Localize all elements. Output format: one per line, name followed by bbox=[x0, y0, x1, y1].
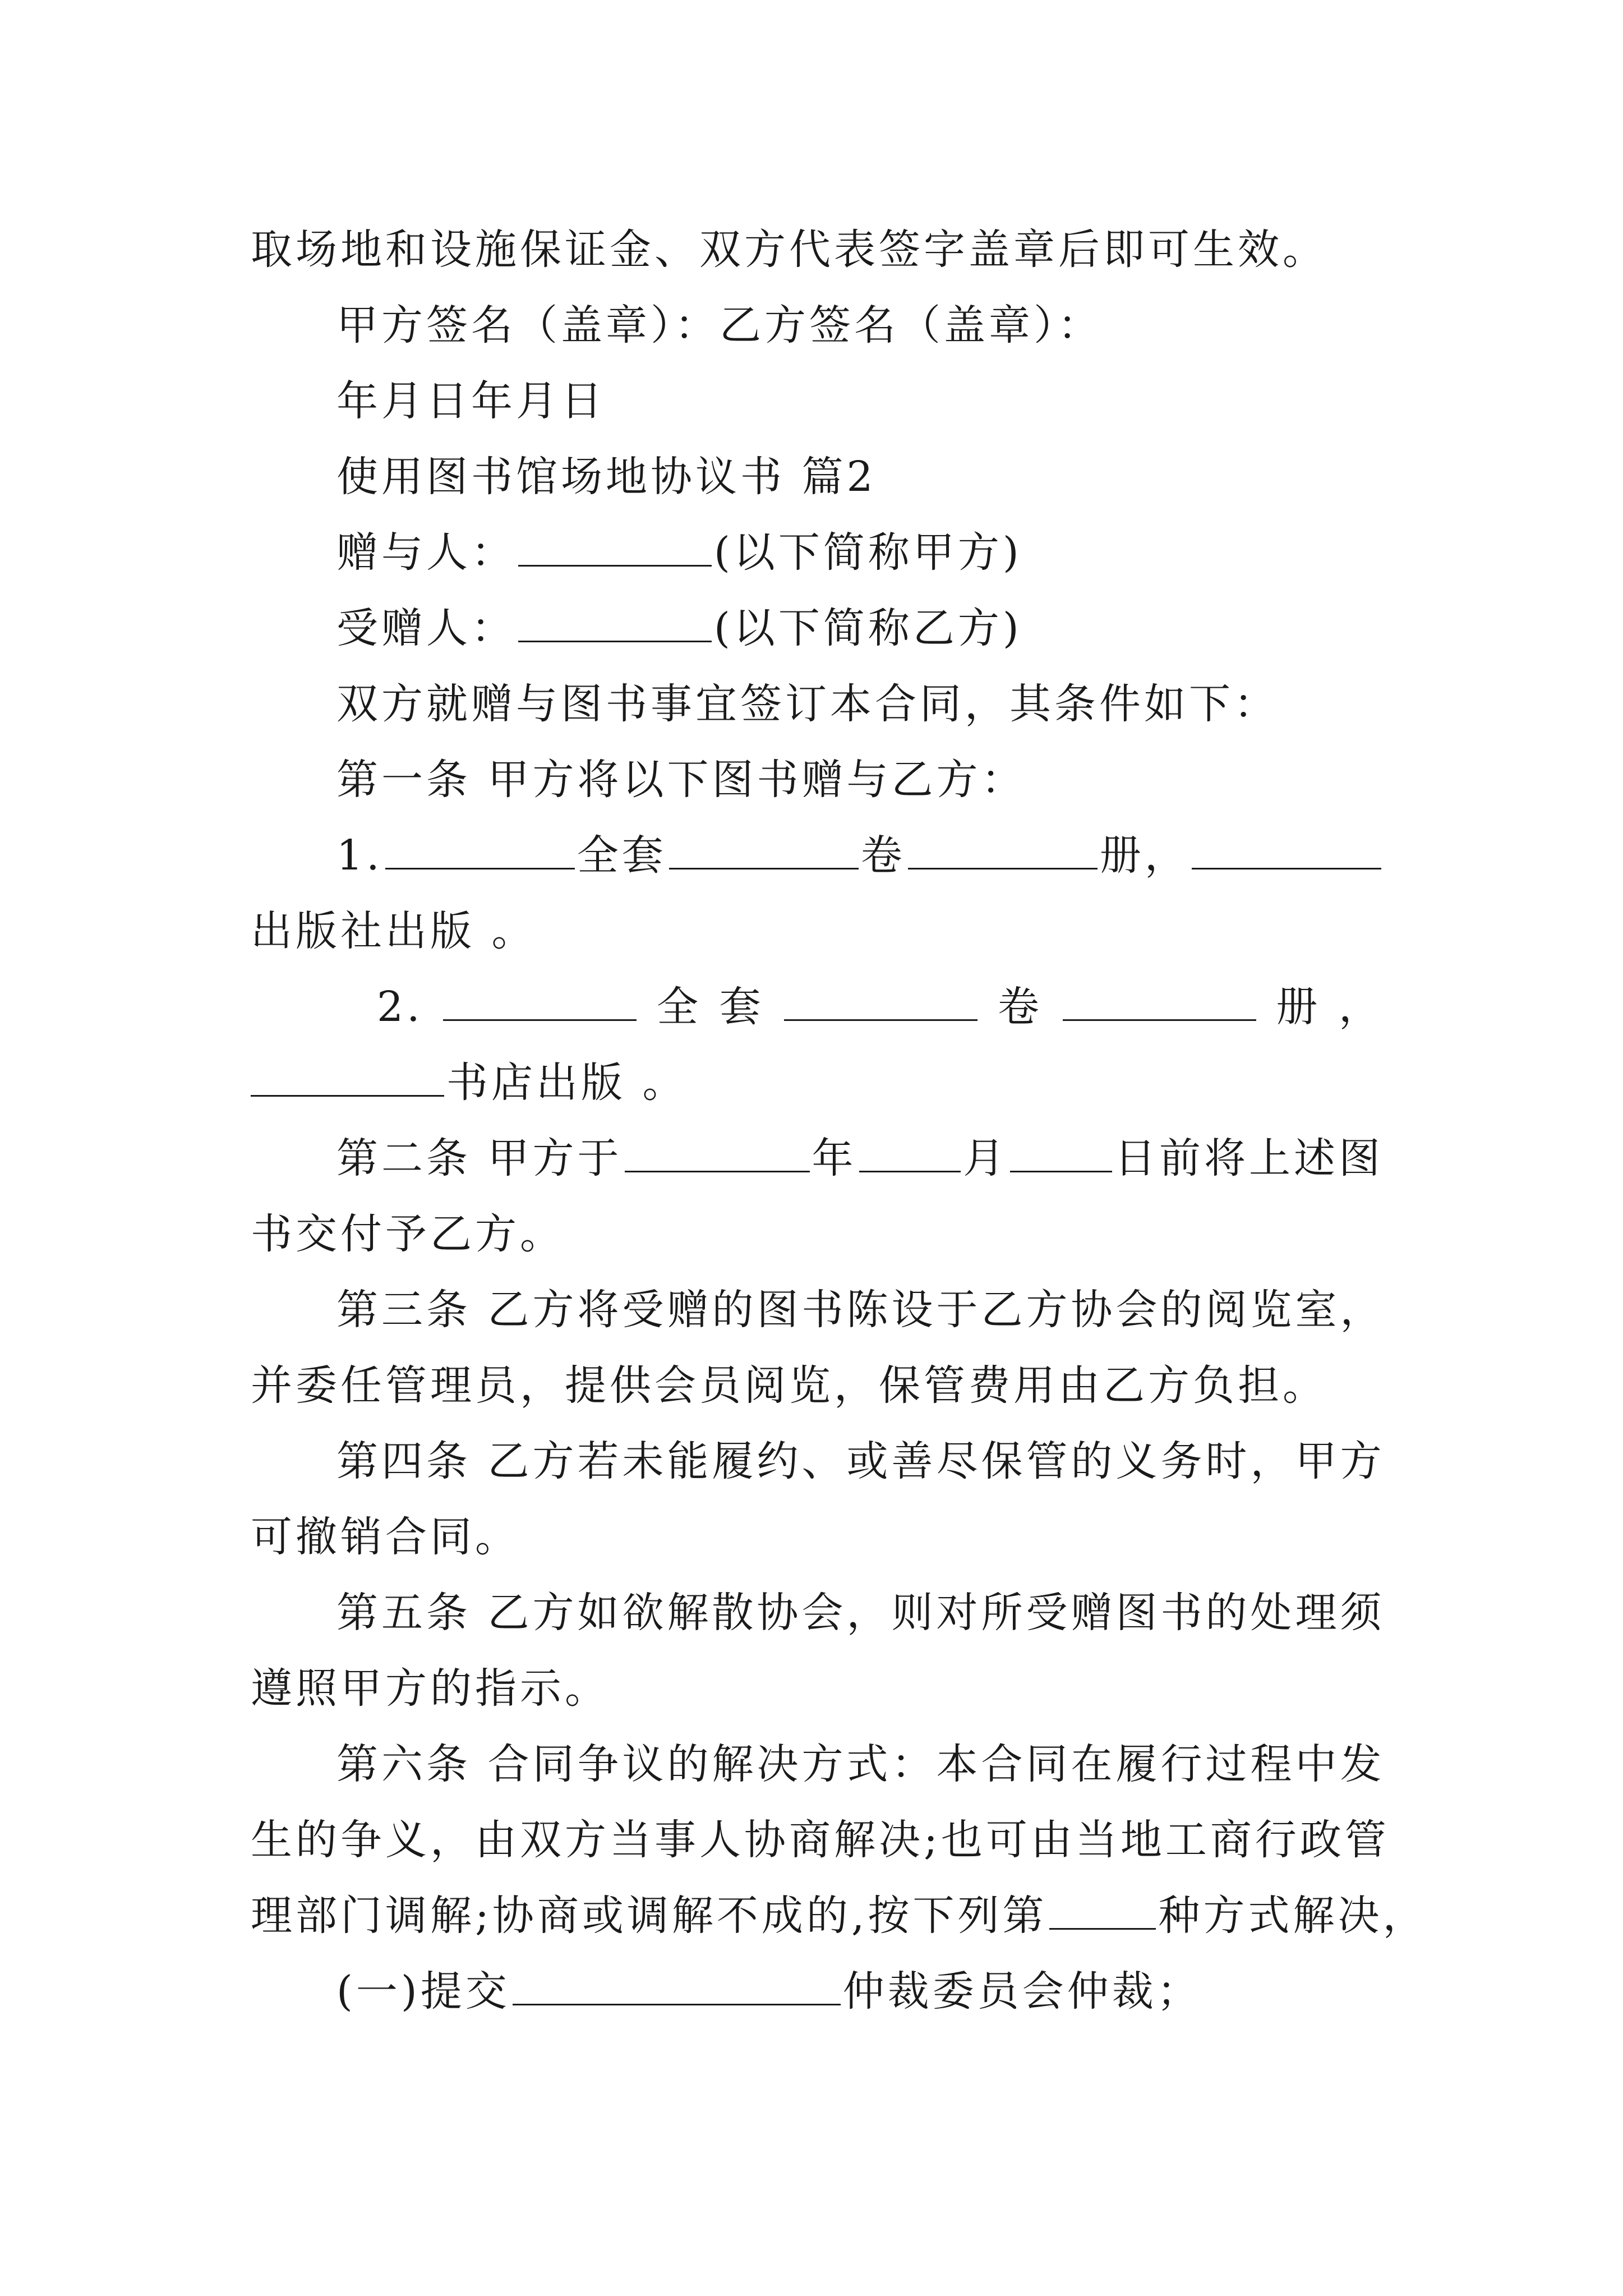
month-blank bbox=[859, 1133, 961, 1172]
bookstore-line bbox=[251, 1055, 1384, 1111]
item-text: 全套 bbox=[577, 831, 667, 880]
paragraph-line: 书交付予乙方。 bbox=[251, 1210, 565, 1258]
recipient-blank bbox=[518, 602, 712, 642]
paragraph-line: 取场地和设施保证金、双方代表签字盖章后即可生效。 bbox=[251, 226, 1327, 274]
item-text: 册 bbox=[1276, 983, 1321, 1031]
donor-line bbox=[336, 524, 1384, 581]
arbitration-blank bbox=[513, 1966, 841, 2005]
fill-blank bbox=[1192, 830, 1381, 869]
article-3-line: 第三条 乙方将受赠的图书陈设于乙方协会的阅览室， bbox=[336, 1286, 1385, 1334]
year-blank bbox=[625, 1133, 810, 1172]
article-text: 年 bbox=[811, 1134, 857, 1182]
donor-note: (以下简称甲方) bbox=[714, 528, 1022, 577]
section-title: 使用图书馆场地协议书 篇2 bbox=[336, 453, 877, 501]
paragraph-line: 并委任管理员，提供会员阅览，保管费用由乙方负担。 bbox=[251, 1361, 1327, 1410]
donor-label: 赠与人： bbox=[336, 528, 516, 577]
paragraph-line: 可撤销合同。 bbox=[251, 1513, 520, 1561]
day-blank bbox=[1010, 1133, 1112, 1172]
item-text: 书店出版 。 bbox=[446, 1059, 688, 1107]
paragraph-line: 出版社出版 。 bbox=[251, 907, 537, 955]
item-text: ， bbox=[1338, 983, 1384, 1031]
article-text: 月 bbox=[963, 1134, 1008, 1182]
book-item-2 bbox=[377, 979, 1384, 1035]
donor-blank bbox=[518, 527, 712, 567]
book-item-1 bbox=[336, 827, 1384, 884]
article-text: 第二条 甲方于 bbox=[336, 1134, 623, 1182]
item-text: 全 bbox=[656, 983, 702, 1031]
item-text: 套 bbox=[719, 983, 764, 1031]
fill-blank bbox=[251, 1057, 444, 1097]
article-1-heading: 第一条 甲方将以下图书赠与乙方： bbox=[336, 756, 1026, 804]
recipient-note: (以下简称乙方) bbox=[714, 604, 1022, 652]
fill-blank bbox=[784, 981, 978, 1021]
date-line: 年月日年月日 bbox=[336, 377, 606, 425]
paragraph-text: (一)提交 bbox=[336, 1967, 510, 2016]
fill-blank bbox=[1063, 981, 1256, 1021]
paragraph-text: 理部门调解;协商或调解不成的,按下列第 bbox=[251, 1892, 1048, 1940]
article-6-line: 第六条 合同争议的解决方式：本合同在履行过程中发 bbox=[336, 1740, 1385, 1788]
fill-blank bbox=[443, 981, 637, 1021]
article-text: 日前将上述图 bbox=[1114, 1134, 1384, 1182]
paragraph-text: 种方式解决， bbox=[1158, 1892, 1428, 1940]
dispute-method-line bbox=[251, 1888, 1428, 1944]
item-text: 卷 bbox=[860, 831, 906, 880]
fill-blank bbox=[908, 830, 1098, 869]
arbitration-line bbox=[336, 1963, 1384, 2019]
fill-blank bbox=[385, 830, 575, 869]
fill-blank bbox=[669, 830, 859, 869]
item-text: 册， bbox=[1099, 831, 1189, 880]
recipient-line bbox=[336, 600, 1384, 656]
signature-line: 甲方签名（盖章）：乙方签名（盖章）： bbox=[336, 301, 1103, 349]
item-number: 1. bbox=[336, 831, 383, 880]
recipient-label: 受赠人： bbox=[336, 604, 516, 652]
paragraph-text: 仲裁委员会仲裁； bbox=[842, 1967, 1202, 2016]
paragraph-line: 遵照甲方的指示。 bbox=[251, 1664, 610, 1713]
item-number: 2. bbox=[377, 983, 423, 1031]
paragraph-line: 生的争义，由双方当事人协商解决;也可由当地工商行政管 bbox=[251, 1816, 1390, 1864]
article-4-line: 第四条 乙方若未能履约、或善尽保管的义务时，甲方 bbox=[336, 1437, 1385, 1485]
paragraph-line: 双方就赠与图书事宜签订本合同，其条件如下： bbox=[336, 680, 1279, 728]
article-2-line bbox=[336, 1130, 1384, 1186]
article-5-line: 第五条 乙方如欲解散协会，则对所受赠图书的处理须 bbox=[336, 1589, 1385, 1637]
method-blank bbox=[1049, 1890, 1156, 1930]
item-text: 卷 bbox=[997, 983, 1043, 1031]
